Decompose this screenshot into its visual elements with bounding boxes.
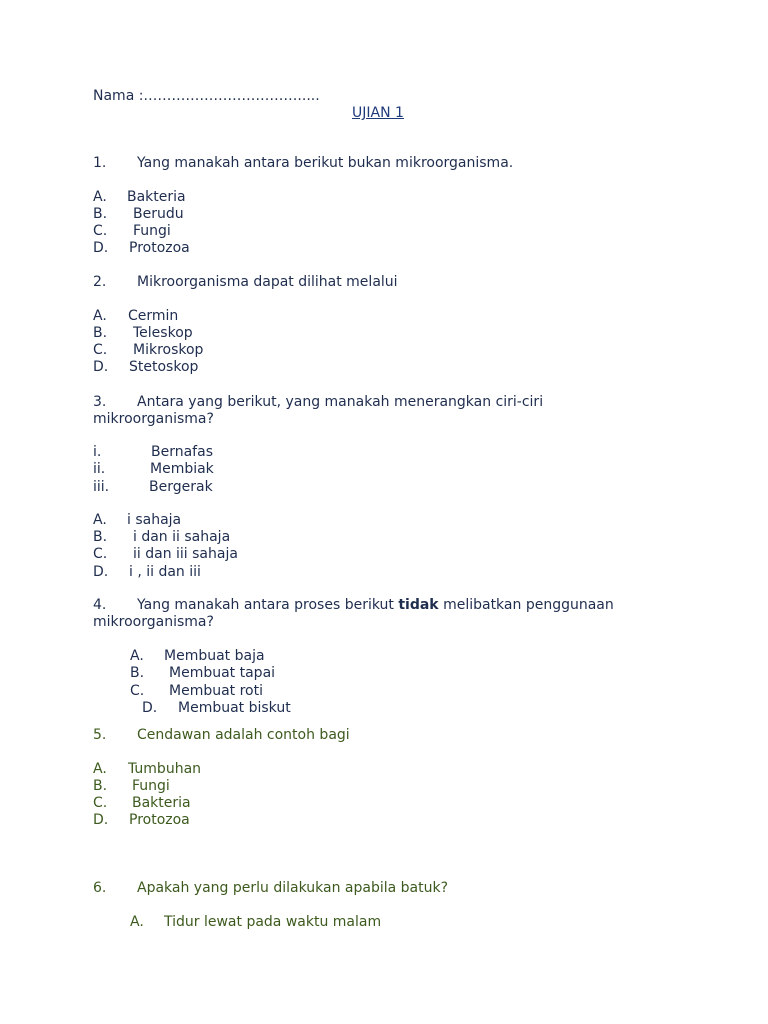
option-text: Protozoa — [129, 240, 190, 256]
question-6 — [93, 880, 743, 897]
option-text: Teleskop — [133, 325, 193, 341]
question-text-end: melibatkan penggunaan — [438, 597, 614, 613]
option-3c — [93, 546, 393, 563]
option-text: Membuat tapai — [169, 665, 276, 681]
statement-text: Bernafas — [151, 444, 213, 460]
question-text — [137, 597, 614, 614]
option-text: i dan ii sahaja — [133, 529, 231, 545]
question-number: 6. — [93, 880, 107, 896]
option-text: Fungi — [132, 778, 170, 794]
question-number: 4. — [93, 597, 107, 613]
option-text: Bakteria — [132, 795, 191, 811]
option-text: Cermin — [128, 308, 179, 324]
option-letter: D. — [142, 700, 158, 716]
option-text: Mikroskop — [133, 342, 204, 358]
statement-numeral: iii. — [93, 479, 110, 495]
option-letter: D. — [93, 359, 109, 375]
question-number: 1. — [93, 155, 107, 171]
statement-text: Bergerak — [149, 479, 213, 495]
option-letter: C. — [93, 546, 108, 562]
option-letter: A. — [93, 512, 107, 528]
option-text: Membuat roti — [169, 683, 264, 699]
question-5 — [93, 727, 743, 744]
option-letter: D. — [93, 240, 109, 256]
option-1a — [93, 189, 393, 206]
option-1b — [93, 206, 393, 223]
question-1 — [93, 155, 743, 172]
option-text: ii dan iii sahaja — [133, 546, 238, 562]
statement-iii — [93, 479, 393, 496]
option-6a — [130, 914, 530, 931]
option-letter: D. — [93, 564, 109, 580]
question-number: 3. — [93, 394, 107, 410]
question-text-continued: mikroorganisma? — [93, 614, 214, 630]
option-1d — [93, 240, 393, 257]
option-2c — [93, 342, 393, 359]
option-text: Stetoskop — [129, 359, 199, 375]
question-number: 2. — [93, 274, 107, 290]
option-4b — [130, 665, 430, 682]
option-5b — [93, 778, 393, 795]
option-5d — [93, 812, 393, 829]
option-letter: A. — [93, 761, 107, 777]
question-text: Apakah yang perlu dilakukan apabila batuk? — [137, 880, 449, 896]
option-5c — [93, 795, 393, 812]
question-2 — [93, 274, 743, 291]
option-letter: B. — [93, 778, 108, 794]
option-1c — [93, 223, 393, 240]
option-text: Berudu — [133, 206, 184, 222]
option-letter: B. — [93, 325, 108, 341]
option-2b — [93, 325, 393, 342]
option-4c — [130, 683, 430, 700]
option-4d — [142, 700, 442, 717]
option-letter: B. — [93, 206, 108, 222]
question-text-start: Yang manakah antara proses berikut — [137, 597, 399, 613]
option-letter: A. — [130, 914, 144, 930]
question-emphasis: tidak — [398, 597, 439, 613]
option-3d — [93, 564, 393, 581]
option-letter: A. — [93, 189, 107, 205]
option-2d — [93, 359, 393, 376]
option-text: i sahaja — [127, 512, 182, 528]
name-field: Nama :……………………………..... — [93, 88, 320, 104]
question-number: 5. — [93, 727, 107, 743]
question-text-continued: mikroorganisma? — [93, 411, 214, 427]
question-3 — [93, 394, 743, 411]
option-text: Fungi — [133, 223, 171, 239]
statement-i — [93, 444, 393, 461]
question-text: Mikroorganisma dapat dilihat melalui — [137, 274, 398, 290]
option-2a — [93, 308, 393, 325]
question-4 — [93, 597, 753, 614]
statement-numeral: ii. — [93, 461, 106, 477]
statement-ii — [93, 461, 393, 478]
option-letter: C. — [93, 795, 108, 811]
option-letter: A. — [130, 648, 144, 664]
option-letter: C. — [130, 683, 145, 699]
option-letter: C. — [93, 223, 108, 239]
option-text: Membuat baja — [164, 648, 265, 664]
option-text: Membuat biskut — [178, 700, 291, 716]
option-text: i , ii dan iii — [129, 564, 201, 580]
option-letter: B. — [93, 529, 108, 545]
option-text: Bakteria — [127, 189, 186, 205]
option-text: Protozoa — [129, 812, 190, 828]
question-text: Antara yang berikut, yang manakah menerangkan ciri-ciri — [137, 394, 544, 410]
option-text: Tidur lewat pada waktu malam — [164, 914, 382, 930]
option-3b — [93, 529, 393, 546]
option-3a — [93, 512, 393, 529]
option-letter: B. — [130, 665, 145, 681]
statement-numeral: i. — [93, 444, 102, 460]
question-text: Cendawan adalah contoh bagi — [137, 727, 350, 743]
statement-text: Membiak — [150, 461, 214, 477]
option-letter: D. — [93, 812, 109, 828]
exam-title: UJIAN 1 — [352, 105, 404, 121]
option-letter: C. — [93, 342, 108, 358]
option-letter: A. — [93, 308, 107, 324]
option-text: Tumbuhan — [128, 761, 202, 777]
option-5a — [93, 761, 393, 778]
question-text: Yang manakah antara berikut bukan mikroorganisma. — [137, 155, 514, 171]
option-4a — [130, 648, 430, 665]
